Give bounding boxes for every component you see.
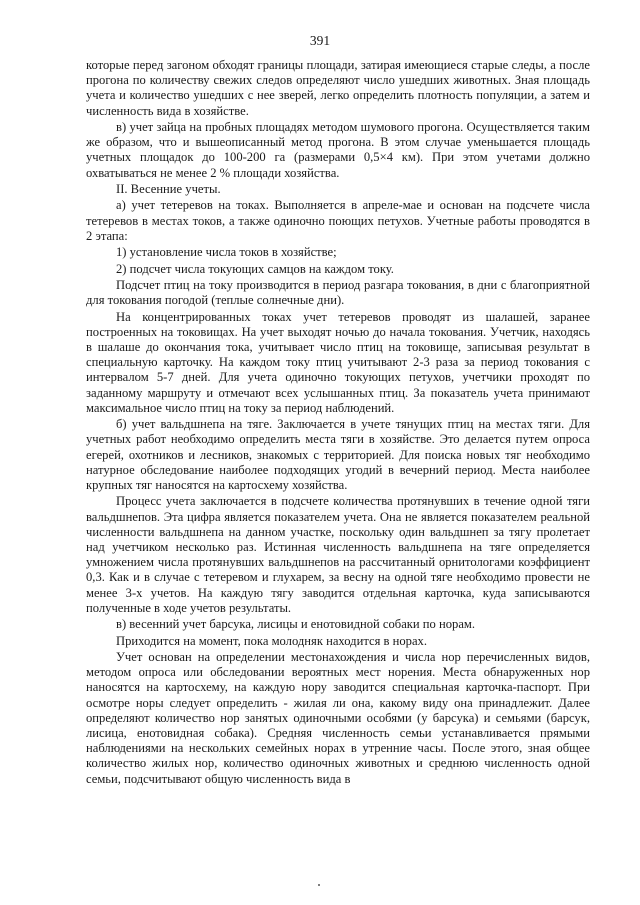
document-text [86, 58, 590, 788]
paragraph-burrow-count-heading: в) весенний учет барсука, лисицы и енотовидной собаки по норам. [116, 617, 476, 632]
paragraph-lek-count-period: Подсчет птиц на току производится в период разгара токования, в дни с благоприятной для токования погодой (теплые солнечные дни). [86, 277, 590, 308]
paragraph-grouse-leks: а) учет тетеревов на токах. Выполняется в апреле-мае и основан на подсчете числа тетеревов в местах токов, а также одиночно поющих петухов. Учетные работы проводятся в 2 этапа: [86, 198, 590, 243]
paragraph-continuation: которые перед загоном обходят границы площади, затирая имеющиеся старые следы, а после прогона по количеству свежих следов определяют число ушедших животных. Зная площадь учета и количество ушедших с нее зверей, легко определить плотность популяции, а затем и численность вида в хозяйстве. [86, 58, 590, 118]
scan-speck [318, 884, 320, 886]
paragraph-burrow-method: Учет основан на определении местонахождения и числа нор перечисленных видов, методом опроса или обследовании вероятных мест норения. Места обнаруженных нор наносятся на картосхему, на каждую нору заводится специальная карточка-паспорт. При осмотре норы следует определить - жилая ли она, какому виду она принадлежит. Далее определяют количество нор занятых одиночными особями (у барсука) и семьями (барсук, лисица, енотовидная собака). Средняя численность семьи устанавливается прямыми наблюдениями на нескольких семейных норах в утренние часы. После этого, зная общее количество жилых нор, количество одиночных животных и среднюю численность одной семьи, подсчитывают общую численность вида в [86, 649, 590, 786]
page-number: 391 [309, 33, 331, 48]
list-item-stage-2: 2) подсчет числа токующих самцов на каждом току. [116, 261, 394, 276]
paragraph-burrow-timing: Приходится на момент, пока молодняк находится в норах. [116, 633, 427, 648]
list-item-stage-1: 1) установление числа токов в хозяйстве; [116, 245, 337, 260]
paragraph-hare-noise-drive: в) учет зайца на пробных площадях методом шумового прогона. Осуществляется таким же образом, что и вышеописанный метод прогона. В этом случае уменьшается площадь учетных площадок до 100-200 га (размерами 0,5×4 км). При этом учетами должно охватываться не менее 2 % площади хозяйства. [86, 120, 590, 180]
paragraph-woodcock-roding: б) учет вальдшнепа на тяге. Заключается в учете тянущих птиц на местах тяги. Для учетных работ необходимо определить места тяги в хозяйстве. Это делается путем опроса егерей, охотников и лесников, знакомых с территорией. Для поиска новых тяг необходимо натурное обследование наиболее подходящих угодий в вечерний период. Места наиболее крупных тяг наносятся на картосхему хозяйства. [86, 417, 590, 492]
section-heading-spring-counts: II. Весенние учеты. [116, 182, 221, 196]
paragraph-woodcock-process: Процесс учета заключается в подсчете количества протянувших в течение одной тяги вальдшнепов. Эта цифра является показателем учета. Она не является показателем реальной численности вальдшнепа на данном участке, поскольку один вальдшнеп за тягу пролетает над учетчиком несколько раз. Истинная численность вальдшнепа на тяге определяется умножением числа протянувших вальдшнепов на рассчитанный орнитологами коэффициент 0,3. Как и в случае с тетеревом и глухарем, за весну на одной тяге необходимо провести не менее 3-х учетов. На каждую тягу заводится отдельная карточка, куда записываются полученные в ходе учетов результаты. [86, 494, 590, 615]
paragraph-concentrated-leks: На концентрированных токах учет тетеревов проводят из шалашей, заранее построенных на токовищах. На учет выходят ночью до начала токования. Учетчик, находясь в шалаше до окончания тока, учитывает число птиц на токовище, записывая результат в специальную карточку. На каждом току птиц учитывают 2-3 раза за период токования с интервалом 5-7 дней. Для учета одиночно токующих петухов, учетчики проходят по заданному маршруту и отмечают всех услышанных птиц. За показатель учета принимают максимальное число птиц на току за период наблюдений. [86, 309, 590, 415]
